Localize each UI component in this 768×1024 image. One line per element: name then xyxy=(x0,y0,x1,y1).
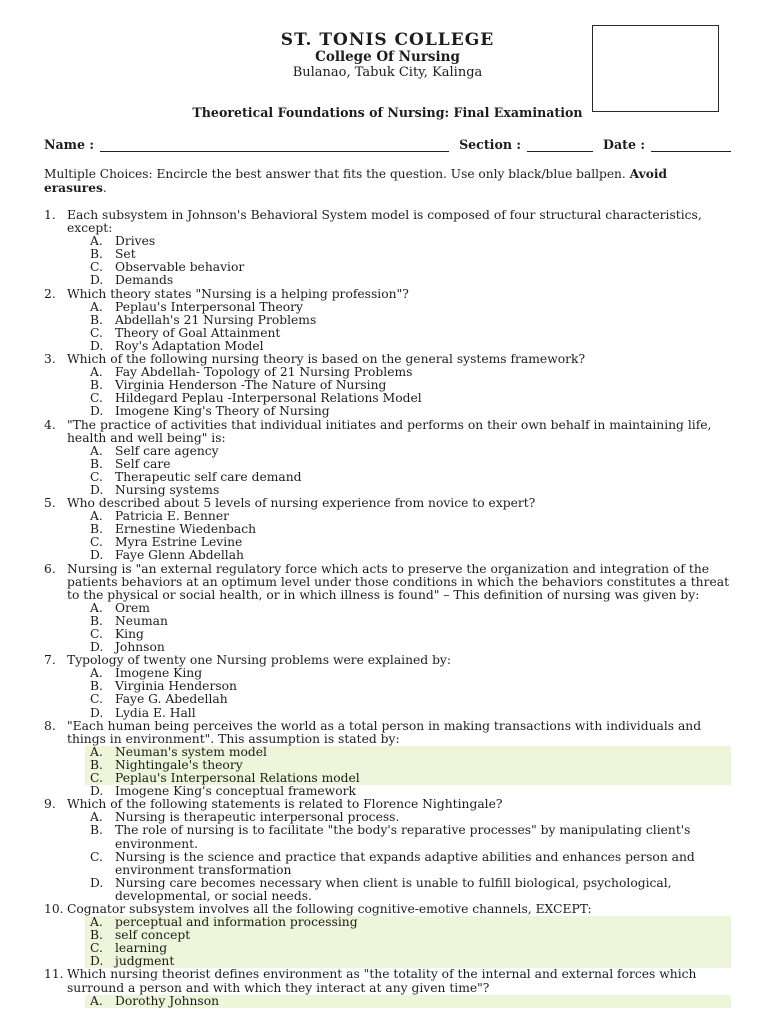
option-item xyxy=(85,405,731,418)
question-text: Nursing is "an external regulatory force which acts to preserve the organization and integration of the patients behaviors at an optimum level under those conditions in which the behaviors constitutes a threat to the physical or social health, or in which illness is found" – This definition of nursing was given by: xyxy=(67,561,730,602)
instructions-text: Multiple Choices: Encircle the best answer that fits the question. Use only black/blue ballpen. xyxy=(44,167,630,181)
option-letter: B. xyxy=(90,823,103,838)
option-letter: A. xyxy=(90,299,103,314)
date-label: Date : xyxy=(603,137,645,152)
option-letter: A. xyxy=(90,234,103,249)
question-text: "The practice of activities that individual initiates and performs on their own behalf in maintaining life, health and well being" is: xyxy=(67,417,712,445)
option-letter: A. xyxy=(90,915,103,930)
option-item xyxy=(85,301,731,314)
question-number: 10. xyxy=(44,901,64,916)
option-text: Imogene King's conceptual framework xyxy=(115,784,356,799)
option-item xyxy=(85,471,731,484)
question-text: Which of the following nursing theory is based on the general systems framework? xyxy=(67,352,586,367)
option-text: perceptual and information processing xyxy=(115,915,358,930)
section-blank-line xyxy=(527,138,593,152)
question-item xyxy=(44,563,731,655)
question-item xyxy=(44,654,731,719)
option-letter: C. xyxy=(90,627,103,641)
option-list xyxy=(44,746,731,798)
option-text: Abdellah's 21 Nursing Problems xyxy=(115,312,317,327)
option-text: King xyxy=(115,627,144,641)
option-item xyxy=(85,942,731,955)
option-item xyxy=(85,995,731,1008)
question-number: 9. xyxy=(44,797,56,812)
option-item xyxy=(85,628,731,641)
option-list xyxy=(44,510,731,562)
question-text: Which theory states "Nursing is a helping profession"? xyxy=(67,286,409,301)
option-letter: D. xyxy=(90,482,104,497)
option-letter: B. xyxy=(90,679,103,694)
option-item xyxy=(85,549,731,562)
student-info-row xyxy=(44,137,731,152)
option-item xyxy=(85,746,731,759)
option-text: Demands xyxy=(115,273,174,288)
option-letter: D. xyxy=(90,404,104,419)
option-letter: B. xyxy=(90,378,103,393)
option-text: Nursing care becomes necessary when client is unable to fulfill biological, psychological, developmental, or social needs. xyxy=(115,875,672,903)
option-letter: A. xyxy=(90,443,103,458)
option-item xyxy=(85,314,731,327)
option-text: Imogene King xyxy=(115,666,203,681)
option-list xyxy=(44,602,731,654)
option-letter: C. xyxy=(90,469,103,484)
option-item xyxy=(85,615,731,628)
option-text: Johnson xyxy=(115,640,165,655)
option-letter: C. xyxy=(90,849,103,864)
option-text: Fay Abdellah- Topology of 21 Nursing Problems xyxy=(115,365,413,380)
instructions-suffix: . xyxy=(102,181,107,195)
option-letter: B. xyxy=(90,757,103,772)
option-text: Self care agency xyxy=(115,443,219,458)
option-text: Set xyxy=(115,247,136,262)
option-text: Nursing is therapeutic interpersonal process. xyxy=(115,810,400,825)
question-row xyxy=(44,563,731,602)
department-name: College Of Nursing xyxy=(315,49,460,65)
option-letter: A. xyxy=(90,600,103,615)
question-item xyxy=(44,968,731,1007)
question-text: Which nursing theorist defines environment as "the totality of the internal and external forces which surround a person and with which they interact at any given time"? xyxy=(67,967,697,995)
option-letter: B. xyxy=(90,522,103,537)
date-blank-line xyxy=(651,138,731,152)
option-letter: B. xyxy=(90,928,103,943)
question-item xyxy=(44,798,731,903)
question-row xyxy=(44,968,731,994)
question-text: Cognator subsystem involves all the following cognitive-emotive channels, EXCEPT: xyxy=(67,901,592,916)
option-letter: C. xyxy=(90,325,103,340)
option-text: Lydia E. Hall xyxy=(115,705,196,720)
option-text: Virginia Henderson xyxy=(115,679,237,694)
name-blank-line xyxy=(100,138,449,152)
option-text: Observable behavior xyxy=(115,260,245,275)
question-number: 11. xyxy=(44,967,64,982)
option-letter: C. xyxy=(90,391,103,406)
question-text: Which of the following statements is related to Florence Nightingale? xyxy=(67,797,503,812)
question-row xyxy=(44,720,731,746)
question-text: Who described about 5 levels of nursing experience from novice to expert? xyxy=(67,496,536,511)
question-item xyxy=(44,209,731,288)
question-number: 8. xyxy=(44,718,56,733)
question-row xyxy=(44,288,731,301)
option-letter: A. xyxy=(90,666,103,681)
blank-score-box xyxy=(592,25,719,112)
school-name: ST. TONIS COLLEGE xyxy=(280,30,495,50)
option-letter: D. xyxy=(90,705,104,720)
option-text: Dorothy Johnson xyxy=(115,993,220,1008)
option-letter: B. xyxy=(90,456,103,471)
option-text: Nursing is the science and practice that expands adaptive abilities and enhances person and environment transformation xyxy=(115,849,695,877)
option-letter: A. xyxy=(90,810,103,825)
question-item xyxy=(44,903,731,968)
question-list xyxy=(44,209,731,1008)
option-item xyxy=(85,693,731,706)
option-item xyxy=(85,824,731,850)
option-text: Peplau's Interpersonal Theory xyxy=(115,299,303,314)
question-row xyxy=(44,209,731,235)
question-number: 1. xyxy=(44,208,56,222)
instructions-bold-text: Avoid erasures xyxy=(44,167,667,195)
option-letter: C. xyxy=(90,771,103,786)
option-letter: D. xyxy=(90,784,104,799)
option-letter: C. xyxy=(90,260,103,275)
option-list xyxy=(44,995,731,1008)
option-item xyxy=(85,327,731,340)
question-number: 4. xyxy=(44,417,56,432)
option-list xyxy=(44,235,731,287)
option-text: Peplau's Interpersonal Relations model xyxy=(115,771,360,786)
question-item xyxy=(44,419,731,498)
option-list xyxy=(44,916,731,968)
question-number: 2. xyxy=(44,286,56,301)
option-letter: D. xyxy=(90,954,104,969)
option-text: self concept xyxy=(115,928,191,943)
option-text: Neuman's system model xyxy=(115,744,267,759)
option-text: Nursing systems xyxy=(115,482,220,497)
question-number: 5. xyxy=(44,496,56,511)
exam-title: Theoretical Foundations of Nursing: Final Examination xyxy=(192,105,583,120)
option-letter: D. xyxy=(90,338,104,353)
option-item xyxy=(85,261,731,274)
option-text: Roy's Adaptation Model xyxy=(115,338,264,353)
option-item xyxy=(85,929,731,942)
option-text: Theory of Goal Attainment xyxy=(115,325,281,340)
option-item xyxy=(85,707,731,720)
option-list xyxy=(44,811,731,903)
question-row xyxy=(44,419,731,445)
option-item xyxy=(85,235,731,248)
option-text: learning xyxy=(115,941,168,956)
option-letter: A. xyxy=(90,744,103,759)
question-text: Each subsystem in Johnson's Behavioral System model is composed of four structural characteristics, except: xyxy=(67,208,702,236)
question-number: 7. xyxy=(44,653,56,668)
option-text: Nightingale's theory xyxy=(115,757,243,772)
option-text: Faye G. Abedellah xyxy=(115,692,228,707)
question-text: Typology of twenty one Nursing problems were explained by: xyxy=(67,653,452,668)
question-text: "Each human being perceives the world as a total person in making transactions with individuals and things in environment". This assumption is stated by: xyxy=(67,718,702,746)
section-label: Section : xyxy=(459,137,522,152)
option-text: Orem xyxy=(115,600,150,615)
option-letter: A. xyxy=(90,993,103,1008)
name-label: Name : xyxy=(44,137,95,152)
option-item xyxy=(85,877,731,903)
option-letter: C. xyxy=(90,941,103,956)
option-text: Therapeutic self care demand xyxy=(115,469,302,484)
option-text: The role of nursing is to facilitate "the body's reparative processes" by manipulating client's environment. xyxy=(115,823,691,851)
option-list xyxy=(44,445,731,497)
question-number: 6. xyxy=(44,561,56,576)
option-text: Ernestine Wiedenbach xyxy=(115,522,257,537)
option-letter: D. xyxy=(90,640,104,655)
option-item xyxy=(85,274,731,287)
question-item xyxy=(44,497,731,562)
option-list xyxy=(44,667,731,719)
option-text: Hildegard Peplau -Interpersonal Relations Model xyxy=(115,391,422,406)
option-text: judgment xyxy=(115,954,175,969)
option-letter: B. xyxy=(90,312,103,327)
option-letter: A. xyxy=(90,365,103,380)
option-text: Patricia E. Benner xyxy=(115,509,229,524)
option-item xyxy=(85,851,731,877)
option-letter: D. xyxy=(90,273,104,288)
option-item xyxy=(85,445,731,458)
option-text: Drives xyxy=(115,234,156,249)
question-number: 3. xyxy=(44,352,56,367)
option-list xyxy=(44,301,731,353)
option-text: Virginia Henderson -The Nature of Nursing xyxy=(115,378,387,393)
option-item xyxy=(85,602,731,615)
option-letter: B. xyxy=(90,247,103,262)
option-text: Self care xyxy=(115,456,171,471)
option-letter: D. xyxy=(90,548,104,563)
school-address: Bulanao, Tabuk City, Kalinga xyxy=(292,65,483,80)
question-item xyxy=(44,288,731,353)
question-item xyxy=(44,720,731,799)
exam-instructions xyxy=(44,167,731,195)
option-letter: C. xyxy=(90,692,103,707)
question-item xyxy=(44,353,731,418)
option-text: Myra Estrine Levine xyxy=(115,535,243,550)
option-letter: A. xyxy=(90,509,103,524)
option-letter: B. xyxy=(90,613,103,628)
option-item xyxy=(85,458,731,471)
option-text: Neuman xyxy=(115,613,168,628)
option-text: Faye Glenn Abdellah xyxy=(115,548,244,563)
option-text: Imogene King's Theory of Nursing xyxy=(115,404,330,419)
option-letter: D. xyxy=(90,875,104,890)
option-letter: C. xyxy=(90,535,103,550)
option-list xyxy=(44,366,731,418)
